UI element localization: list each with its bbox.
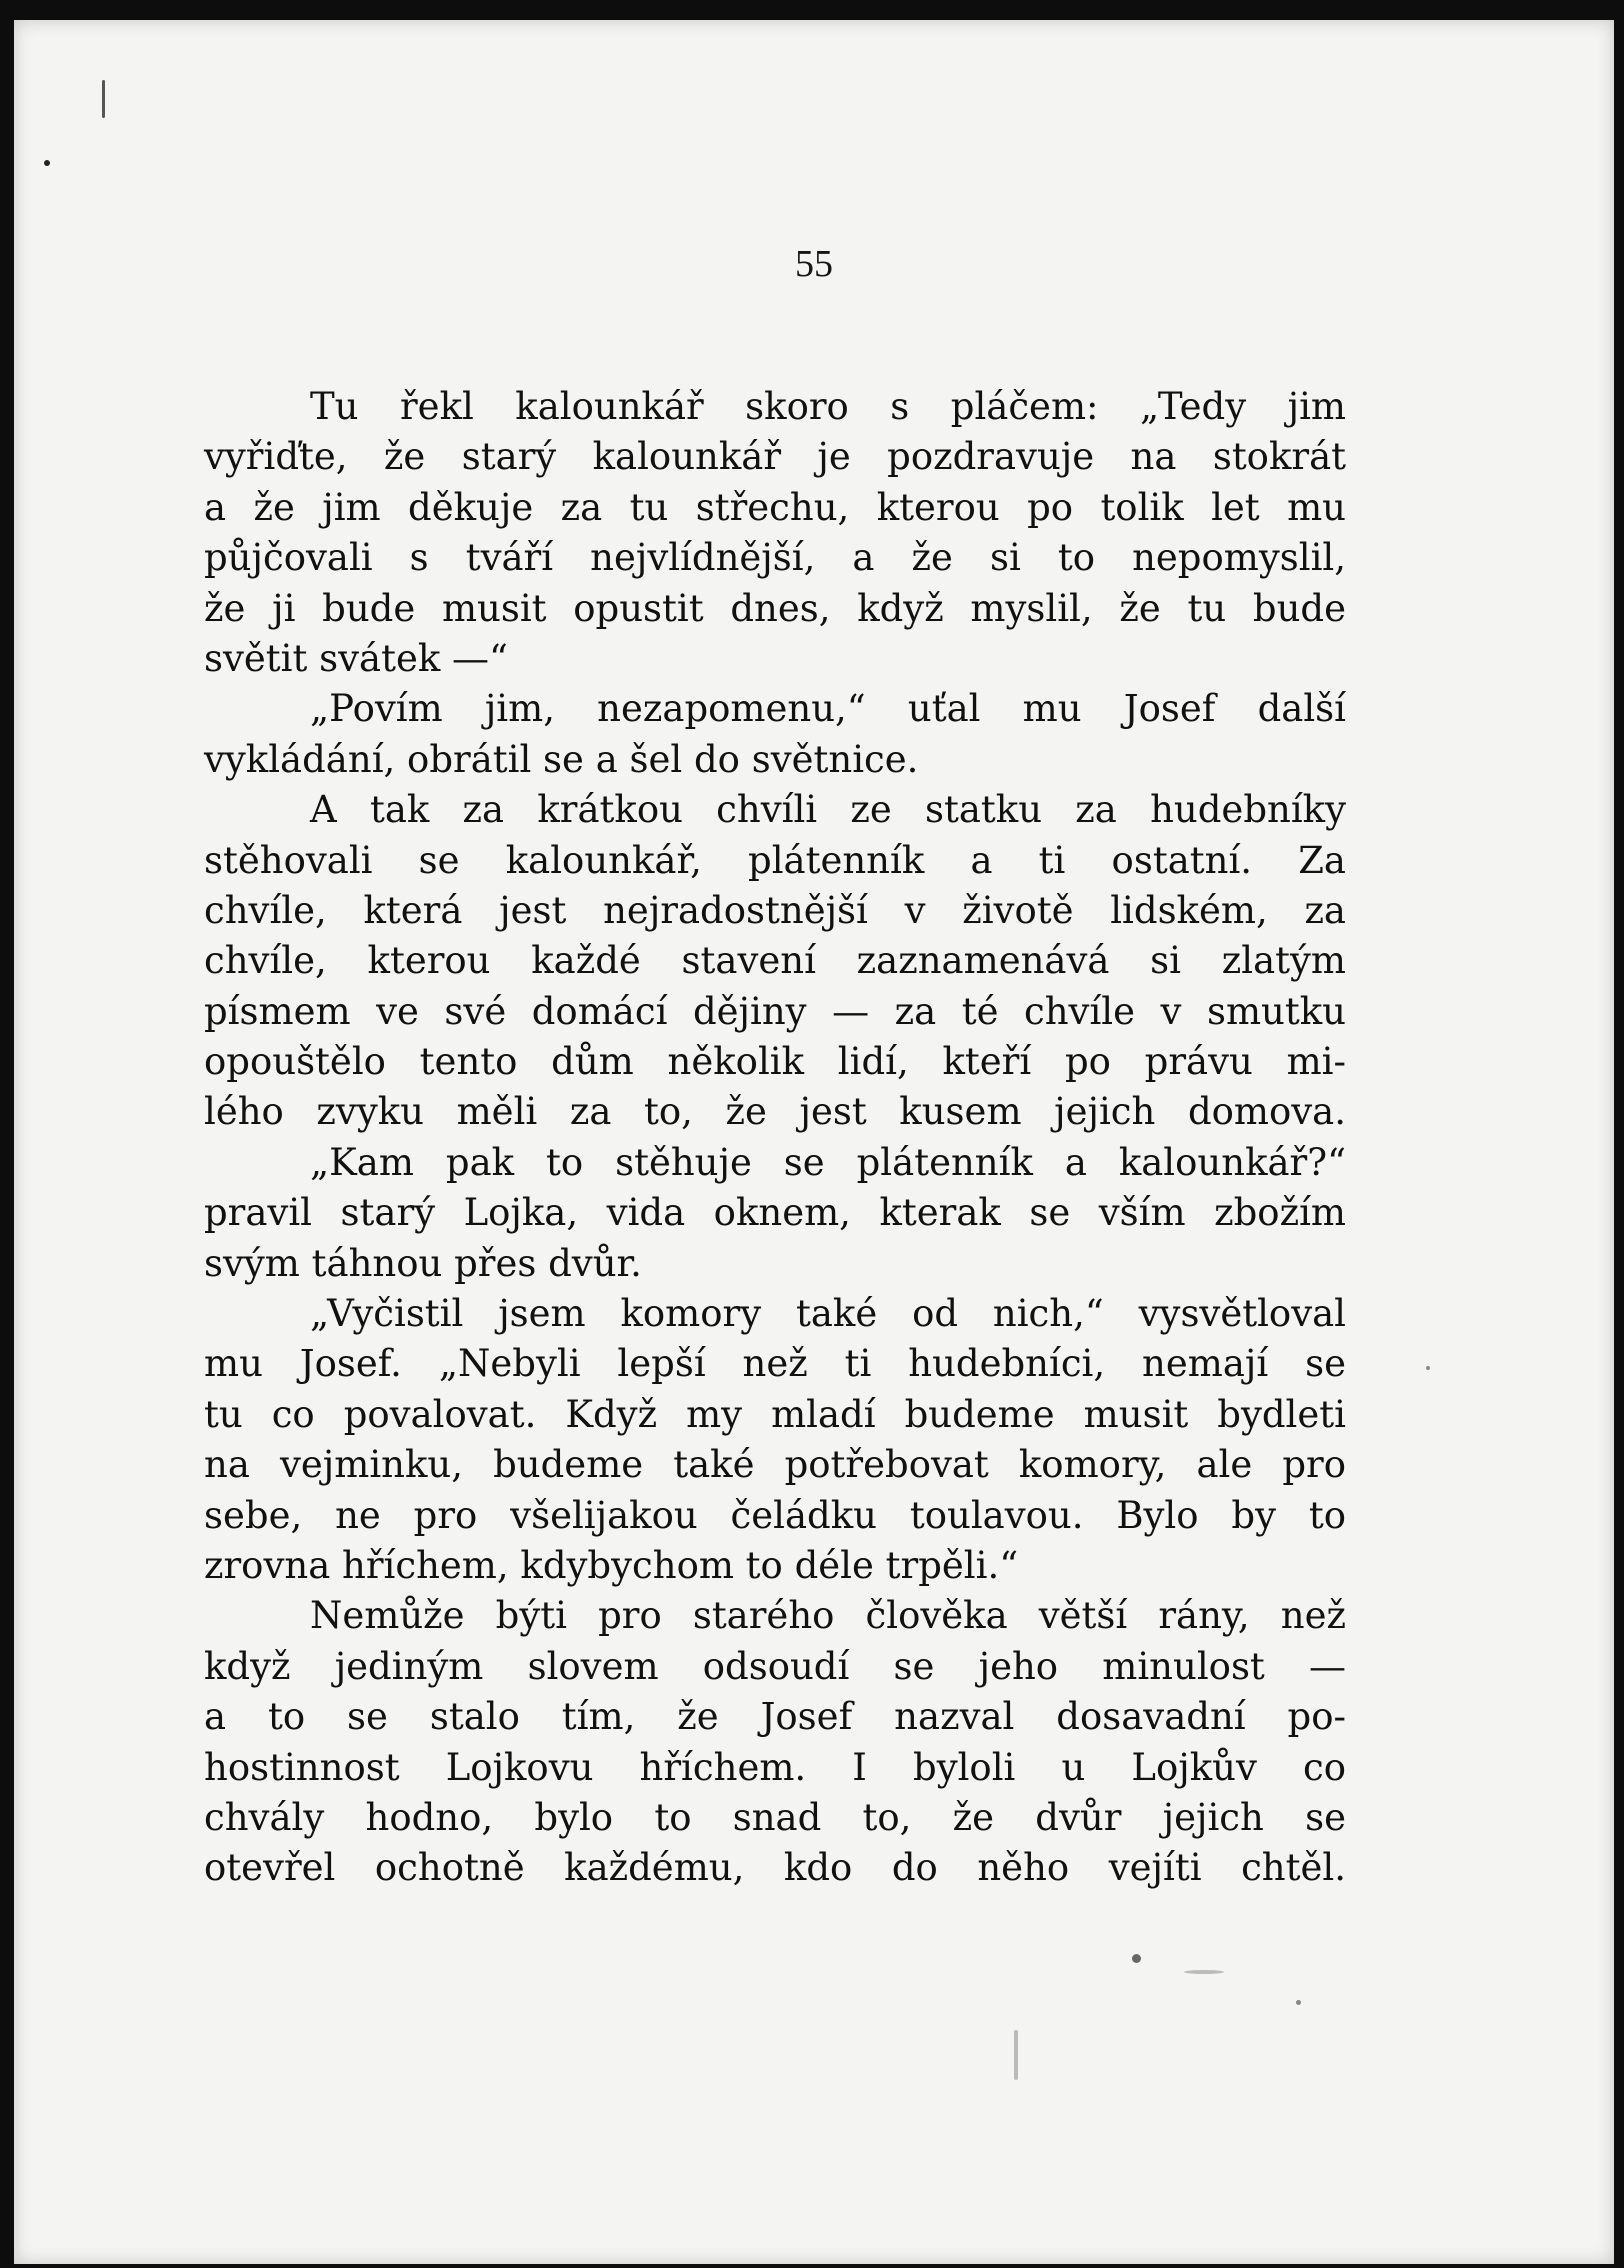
text-line: a to se stalo tím, že Josef nazval dosavadní po- [204, 1695, 1346, 1739]
text-line: pravil starý Lojka, vida oknem, kterak se vším zbožím [204, 1191, 1346, 1235]
text-line: Nemůže býti pro starého člověka větší rány, než [310, 1594, 1346, 1638]
text-line: svým táhnou přes dvůr. [204, 1241, 642, 1285]
text-line: písmem ve své domácí dějiny — za té chvíle v smutku [204, 989, 1346, 1033]
text-line: Tu řekl kalounkář skoro s pláčem: „Tedy jim [310, 385, 1346, 428]
page-number: 55 [795, 243, 833, 285]
text-line: světit svátek —“ [204, 636, 508, 680]
text-line: vyřiďte, že starý kalounkář je pozdravuje na stokrát [204, 435, 1346, 479]
text-line: otevřel ochotně každému, kdo do něho vejíti chtěl. [204, 1846, 1346, 1890]
scan-speck [102, 80, 105, 118]
text-line: opouštělo tento dům několik lidí, kteří po právu mi- [204, 1040, 1346, 1084]
text-line: když jediným slovem odsoudí se jeho minulost — [204, 1644, 1346, 1688]
text-line: A tak za krátkou chvíli ze statku za hudebníky [310, 788, 1346, 832]
text-line: „Kam pak to stěhuje se plátenník a kalounkář?“ [310, 1140, 1346, 1184]
scan-speck [44, 160, 50, 166]
book-page [14, 20, 1614, 2264]
text-line: tu co povalovat. Když my mladí budeme musit bydleti [204, 1392, 1346, 1436]
text-line: mu Josef. „Nebyli lepší než ti hudebníci, nemají se [204, 1342, 1346, 1386]
text-line: sebe, ne pro všelijakou čeládku toulavou. Bylo by to [204, 1493, 1346, 1537]
scan-speck [1426, 1366, 1430, 1370]
text-line: zrovna hříchem, kdybychom to déle trpěli.“ [204, 1543, 1019, 1587]
text-line: stěhovali se kalounkář, plátenník a ti ostatní. Za [204, 838, 1346, 882]
body-text [204, 382, 1346, 1894]
text-line: že ji bude musit opustit dnes, když myslil, že tu bude [204, 586, 1346, 630]
text-line: chvíle, kterou každé stavení zaznamenává si zlatým [204, 939, 1346, 983]
text-line: chvíle, která jest nejradostnější v životě lidském, za [204, 888, 1346, 932]
text-line: „Povím jim, nezapomenu,“ uťal mu Josef další [310, 687, 1346, 731]
text-line: chvály hodno, bylo to snad to, že dvůr jejich se [204, 1795, 1346, 1839]
scan-speck [1184, 1970, 1224, 1974]
text-line: „Vyčistil jsem komory také od nich,“ vysvětloval [310, 1292, 1346, 1336]
text-line: a že jim děkuje za tu střechu, kterou po tolik let mu [204, 485, 1346, 529]
scan-speck [1296, 2000, 1301, 2005]
text-line: na vejminku, budeme také potřebovat komory, ale pro [204, 1443, 1346, 1487]
text-line: půjčovali s tváří nejvlídnější, a že si to nepomyslil, [204, 536, 1346, 580]
scan-speck [1014, 2030, 1018, 2080]
text-line: vykládání, obrátil se a šel do světnice. [204, 737, 919, 781]
scan-speck [1132, 1954, 1141, 1963]
text-line: lého zvyku měli za to, že jest kusem jejich domova. [204, 1090, 1346, 1134]
text-line: hostinnost Lojkovu hříchem. I byloli u Lojkův co [204, 1745, 1346, 1789]
